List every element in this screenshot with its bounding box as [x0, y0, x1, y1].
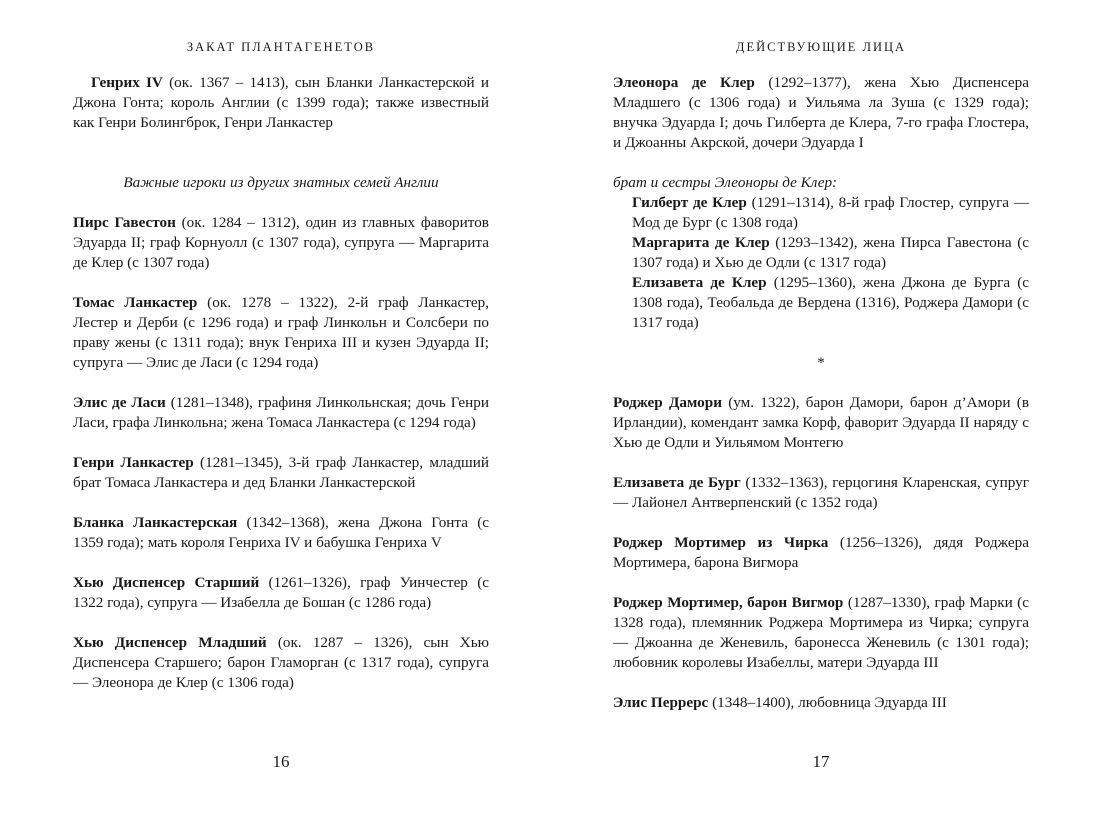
page-body [73, 73, 489, 713]
sub-entry [632, 273, 1029, 333]
entry [73, 453, 489, 493]
entry [73, 513, 489, 553]
entry-text: (ум. 1322), барон Дамори, барон д’Амори (в Ирландии), комендант замка Корф, фаворит Эдуарда II наряду с Хью де Одли и Уильямом Монтегю [613, 394, 1029, 451]
entry-genrikh-iv [73, 73, 489, 133]
entry-name: Хью Диспенсер Младший [73, 634, 267, 651]
entry-name: Елизавета де Клер [632, 274, 767, 291]
entry-name: Роджер Мортимер из Чирка [613, 534, 829, 551]
entry-text: (1291–1314), 8-й граф Глостер, супруга — Мод де Бург (с 1308 года) [632, 194, 1030, 231]
entry-text: (1281–1348), графиня Линкольнская; дочь Генри Ласи, графа Линкольна; жена Томаса Ланкастера (с 1294 года) [73, 394, 489, 431]
sub-entry [632, 233, 1029, 273]
group-label: брат и сестры Элеоноры де Клер: [613, 174, 838, 191]
left-page [73, 0, 489, 825]
entry-name: Хью Диспенсер Старший [73, 574, 260, 591]
entry-text: (ок. 1287 – 1326), сын Хью Диспенсера Старшего; барон Гламорган (с 1317 года), супруга — Элеонора де Клер (с 1306 года) [73, 634, 489, 691]
entry [613, 393, 1029, 453]
entry-name: Генри Ланкастер [73, 454, 194, 471]
running-head: ДЕЙСТВУЮЩИЕ ЛИЦА [735, 40, 907, 54]
entry-name: Елизавета де Бург [613, 474, 741, 491]
entry-text: (1261–1326), граф Уинчестер (с 1322 года), супруга — Изабелла де Бошан (с 1286 года) [73, 574, 489, 611]
entry [613, 533, 1029, 573]
entry-text: (1332–1363), герцогиня Кларенская, супруг — Лайонел Антверпенский (с 1352 года) [613, 474, 1029, 511]
entry-eleonora-de-kler [613, 73, 1029, 153]
entry-name: Генрих IV [91, 74, 163, 91]
page-body [613, 73, 1029, 733]
page-number: 17 [812, 752, 830, 771]
entry [73, 293, 489, 373]
page-number: 16 [272, 752, 290, 771]
entry [613, 473, 1029, 513]
entry [613, 693, 1029, 713]
entry-text: (ок. 1284 – 1312), один из главных фаворитов Эдуарда II; граф Корнуолл (с 1307 года), супруга — Маргарита де Клер (с 1307 года) [73, 214, 489, 271]
entry-text: (1256–1326), дядя Роджера Мортимера, барона Вигмора [613, 534, 1029, 571]
entry [73, 213, 489, 273]
entry-name: Роджер Дамори [613, 394, 722, 411]
entry [613, 593, 1029, 673]
entry [73, 633, 489, 693]
section-title: Важные игроки из других знатных семей Англии [123, 174, 439, 191]
entry-name: Томас Ланкастер [73, 294, 198, 311]
entry-text: (ок. 1367 – 1413), сын Бланки Ланкастерской и Джона Гонта; король Англии (с 1399 года); также известный как Генри Болингброк, Генри Ланкастер [73, 74, 489, 131]
right-page [613, 0, 1029, 825]
sub-entry [632, 193, 1029, 233]
entry-name: Элис де Ласи [73, 394, 166, 411]
entry-name: Элис Перрерс [613, 694, 709, 711]
entry [73, 573, 489, 613]
entry-name: Бланка Ланкастерская [73, 514, 238, 531]
entry-text: (1292–1377), жена Хью Диспенсера Младшего (с 1306 года) и Уильяма ла Зуша (с 1329 года); внучка Эдуарда I; дочь Гилберта де Клера, 7-го графа Глостера, и Джоанны Акрской, дочери Эдуарда I [613, 74, 1029, 151]
entry-text: (1295–1360), жена Джона де Бурга (с 1308 года), Теобальда де Вердена (1316), Роджера Дамори (с 1317 года) [632, 274, 1029, 331]
entry-text: (1293–1342), жена Пирса Гавестона (с 1307 года) и Хью де Одли (с 1317 года) [632, 234, 1029, 271]
entry-name: Роджер Мортимер, барон Вигмор [613, 594, 844, 611]
entry-text: (1342–1368), жена Джона Гонта (с 1359 года); мать короля Генриха IV и бабушка Генриха V [73, 514, 489, 551]
entry-text: (ок. 1278 – 1322), 2-й граф Ланкастер, Лестер и Дерби (с 1296 года) и граф Линкольн и Солсбери по праву жены (с 1311 года); внук Генриха III и кузен Эдуарда II; супруга — Элис де Ласи (с 1294 года) [73, 294, 489, 371]
entry-text: (1348–1400), любовница Эдуарда III [708, 694, 947, 711]
entry-text: (1281–1345), 3-й граф Ланкастер, младший брат Томаса Ланкастера и дед Бланки Ланкастерской [73, 454, 489, 491]
entry-name: Элеонора де Клер [613, 74, 755, 91]
running-head: ЗАКАТ ПЛАНТАГЕНЕТОВ [186, 40, 376, 54]
entry-text: (1287–1330), граф Марки (с 1328 года), племянник Роджера Мортимера из Чирка; супруга — Джоанна де Женевиль, баронесса Женевиль (с 1301 года); любовник королевы Изабеллы, матери Эдуарда III [613, 594, 1029, 671]
entry-name: Маргарита де Клер [632, 234, 770, 251]
entry-name: Гилберт де Клер [632, 194, 747, 211]
asterisk-separator: * [817, 355, 825, 371]
entry [73, 393, 489, 433]
entry-name: Пирс Гавестон [73, 214, 176, 231]
